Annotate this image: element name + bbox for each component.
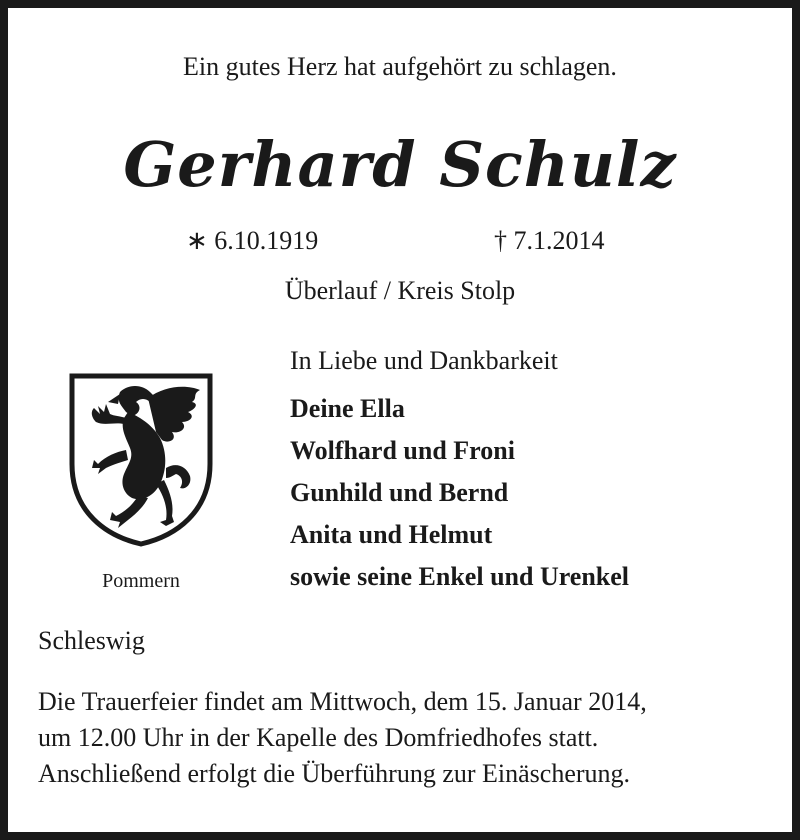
death-date: † 7.1.2014 [494, 226, 605, 255]
crest-caption: Pommern [102, 570, 180, 592]
mourner-item: Gunhild und Bernd [290, 478, 509, 507]
funeral-line: Anschließend erfolgt die Überführung zur Einäscherung. [38, 759, 631, 788]
motto-text: Ein gutes Herz hat aufgehört zu schlagen. [183, 52, 617, 81]
birth-date: ∗ 6.10.1919 [186, 226, 319, 255]
mourner-item: Anita und Helmut [290, 520, 493, 549]
city-text: Schleswig [38, 626, 145, 655]
funeral-line: um 12.00 Uhr in der Kapelle des Domfriedhofes statt. [38, 723, 599, 752]
funeral-line: Die Trauerfeier findet am Mittwoch, dem 15. Januar 2014, [38, 687, 647, 716]
mourners-list [290, 388, 629, 598]
deceased-name: Gerhard Schulz [123, 128, 677, 201]
dedication-text: In Liebe und Dankbarkeit [290, 346, 558, 375]
mourner-item: Wolfhard und Froni [290, 436, 515, 465]
hometown-text: Überlauf / Kreis Stolp [284, 276, 516, 305]
funeral-details [38, 684, 647, 792]
griffin-coat-of-arms-icon [68, 372, 214, 548]
mourner-item: Deine Ella [290, 394, 405, 423]
mourner-item: sowie seine Enkel und Urenkel [290, 562, 630, 591]
